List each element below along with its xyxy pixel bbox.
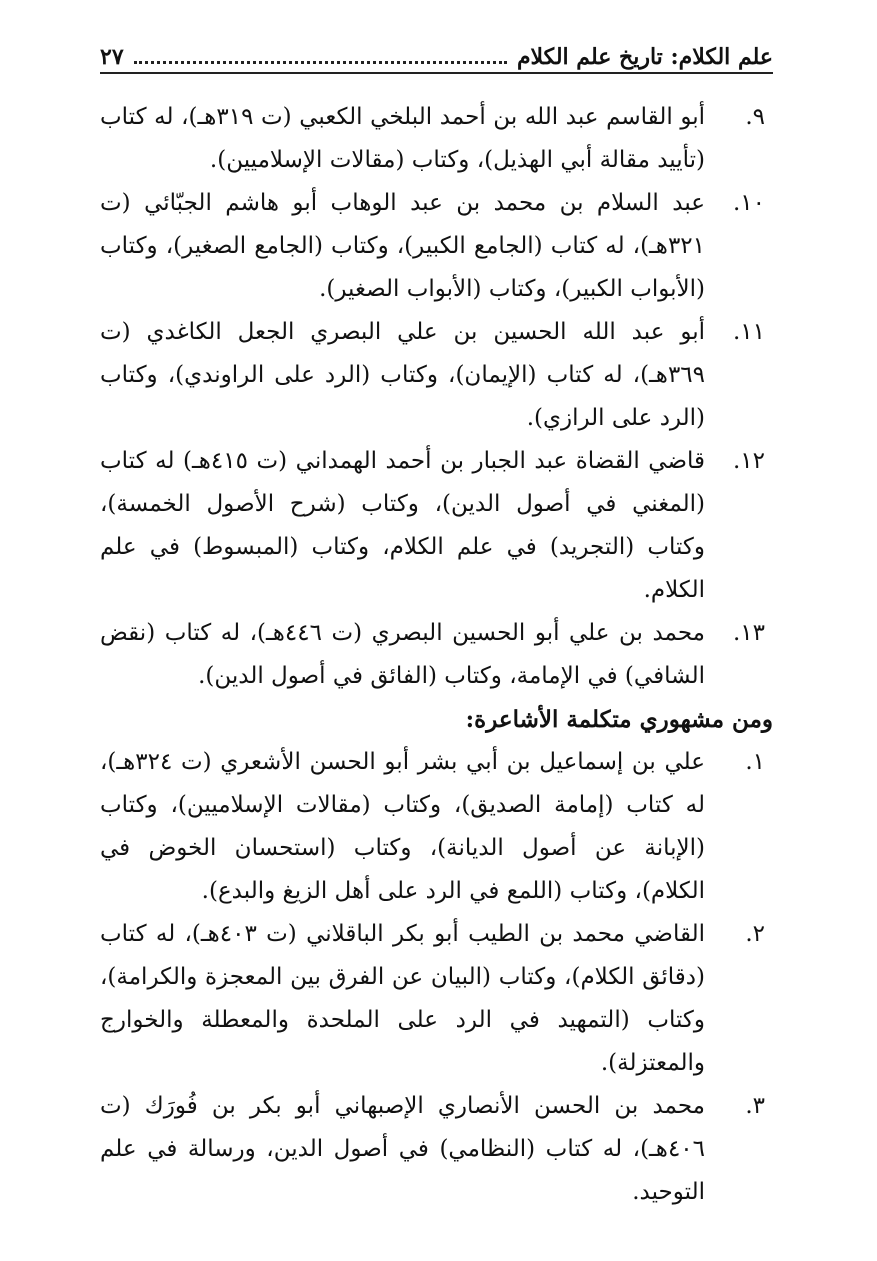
list-item-number: ١٢. (732, 448, 765, 474)
list-item-text: عبد السلام بن محمد بن عبد الوهاب أبو هاشم الجبّائي (ت ٣٢١هـ)، له كتاب (الجامع الكبير)، وكتاب (الجامع الصغير)، وكتاب (الأبواب الكبير)، وكتاب (الأبواب الصغير). (100, 190, 705, 302)
list-item (100, 96, 765, 182)
list-item-text: محمد بن علي أبو الحسين البصري (ت ٤٤٦هـ)، له كتاب (نقض الشافي) في الإمامة، وكتاب (الفائق في أصول الدين). (100, 620, 705, 689)
section-heading: ومن مشهوري متكلمة الأشاعرة: (465, 706, 773, 733)
list-item-number: ١١. (732, 319, 765, 345)
list-item-text: قاضي القضاة عبد الجبار بن أحمد الهمداني (ت ٤١٥هـ) له كتاب (المغني في أصول الدين)، وكتاب (شرح الأصول الخمسة)، وكتاب (التجريد) في علم الكلام، وكتاب (المبسوط) في علم الكلام. (100, 448, 706, 603)
list-item-number: ١٣. (732, 620, 765, 646)
list-item (100, 311, 765, 440)
list-item (100, 612, 765, 698)
list-item-text: علي بن إسماعيل بن أبي بشر أبو الحسن الأشعري (ت ٣٢٤هـ)، له كتاب (إمامة الصديق)، وكتاب (مقالات الإسلاميين)، وكتاب (الإبانة عن أصول الديانة)، وكتاب (استحسان الخوض في الكلام)، وكتاب (اللمع في الرد على أهل الزيغ والبدع). (100, 749, 705, 904)
list-item-text: محمد بن الحسن الأنصاري الإصبهاني أبو بكر بن فُورَك (ت ٤٠٦هـ)، له كتاب (النظامي) في أصول الدين، ورسالة في علم التوحيد. (100, 1093, 705, 1205)
list-item-number: ٣. (745, 1093, 765, 1119)
list-item (100, 741, 765, 913)
list-item-number: ١. (745, 749, 765, 775)
list-item (100, 440, 765, 612)
list-item-number: ٩. (745, 104, 765, 130)
list-item (100, 1085, 765, 1214)
running-header-title: علم الكلام: تاريخ علم الكلام (516, 44, 773, 70)
list-item-number: ٢. (745, 921, 765, 947)
page-number: ٢٧ (100, 44, 124, 70)
header-rule (100, 72, 773, 74)
list-item-text: القاضي محمد بن الطيب أبو بكر الباقلاني (ت ٤٠٣هـ)، له كتاب (دقائق الكلام)، وكتاب (البيان عن الفرق بين المعجزة والكرامة)، وكتاب (التمهيد في الرد على الملحدة والمعطلة والخوارج والمعتزلة). (100, 921, 705, 1076)
list-item (100, 913, 765, 1085)
list-item-number: ١٠. (732, 190, 765, 216)
page-body (100, 96, 773, 1214)
list-item (100, 182, 765, 311)
header-leader-dots (134, 61, 507, 64)
list-item-text: أبو عبد الله الحسين بن علي البصري الجعل الكاغدي (ت ٣٦٩هـ)، له كتاب (الإيمان)، وكتاب (الرد على الراوندي)، وكتاب (الرد على الرازي). (100, 319, 705, 431)
list-item-text: أبو القاسم عبد الله بن أحمد البلخي الكعبي (ت ٣١٩هـ)، له كتاب (تأييد مقالة أبي الهذيل)، وكتاب (مقالات الإسلاميين). (100, 104, 705, 173)
running-header (100, 30, 773, 70)
